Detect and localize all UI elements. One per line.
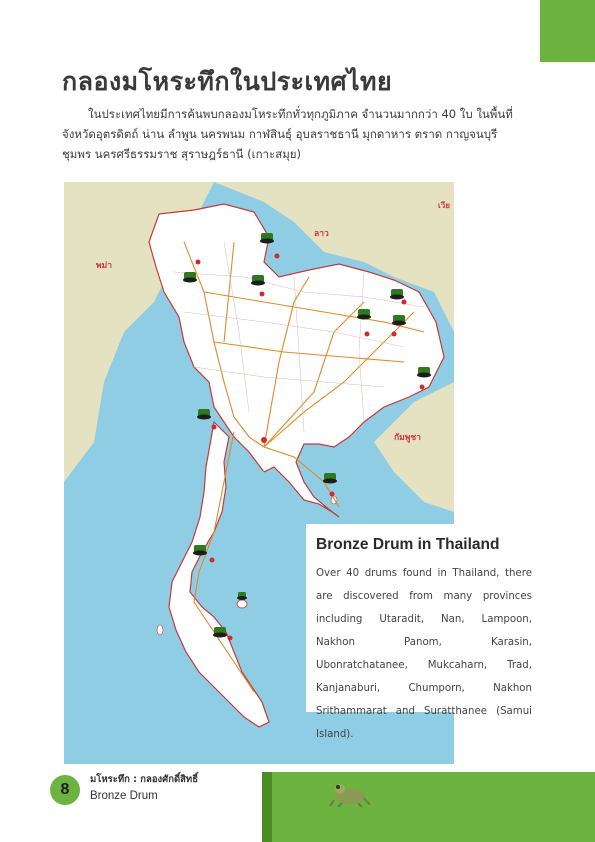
samui-island [237, 600, 247, 608]
footer-text [90, 772, 260, 804]
info-box-title: Bronze Drum in Thailand [316, 536, 500, 553]
drum-icon [417, 367, 431, 378]
drum-icon [251, 275, 265, 286]
frog-icon [328, 778, 372, 808]
drum-icon [237, 592, 247, 600]
page-number: 8 [50, 775, 80, 805]
drum-icon [197, 409, 211, 420]
info-box-text: Over 40 drums found in Thailand, there are discovered from many provinces including Utaradit, Nan, Lampoon, Nakhon Panom, Karasin, Ubonratchatanee, Mukcaharn, Trad, Kanjanaburi, Chumporn, Nakhon Srithammarat and Suratthanee (Samui Island). [316, 568, 532, 740]
drum-icon [193, 545, 207, 556]
intro-line-1: ในประเทศไทยมีการค้นพบกลองมโหระทึกทั่วทุกภูมิภาค จำนวนมากกว่า 40 ใบ ในพื้นที่ [88, 107, 513, 121]
drum-icon [357, 309, 371, 320]
intro-line-3: ชุมพร นครศรีธรรมราช สุราษฎร์ธานี (เกาะสมุย) [62, 147, 302, 161]
drum-icon [392, 315, 406, 326]
footer-accent-bar [262, 772, 595, 842]
footer-book-title: มโหระทึก : กลองศักดิ์สิทธิ์ [90, 774, 198, 785]
corner-accent-tab [540, 0, 595, 62]
drum-icon [323, 473, 337, 484]
footer-subtitle: Bronze Drum [90, 790, 158, 802]
drum-icon [260, 233, 274, 244]
intro-paragraph [62, 104, 528, 164]
map-label-myanmar: พม่า [96, 261, 112, 271]
footer-accent-stripe [262, 772, 272, 842]
drum-icon [390, 289, 404, 300]
intro-line-2: จังหวัดอุตรดิตถ์ น่าน ลำพูน นครพนม กาฬสินธุ์ อุบลราชธานี มุกดาหาร ตราด กาญจนบุรี [62, 127, 498, 141]
map-label-cambodia: กัมพูชา [394, 433, 421, 443]
map-label-vietnam: เวีย [438, 201, 450, 210]
drum-icon [213, 627, 227, 638]
map-label-laos: ลาว [314, 229, 329, 239]
info-box [306, 524, 542, 740]
island-1 [157, 625, 163, 635]
page-title: กลองมโหระทึกในประเทศไทย [62, 67, 393, 96]
drum-icon [183, 272, 197, 283]
